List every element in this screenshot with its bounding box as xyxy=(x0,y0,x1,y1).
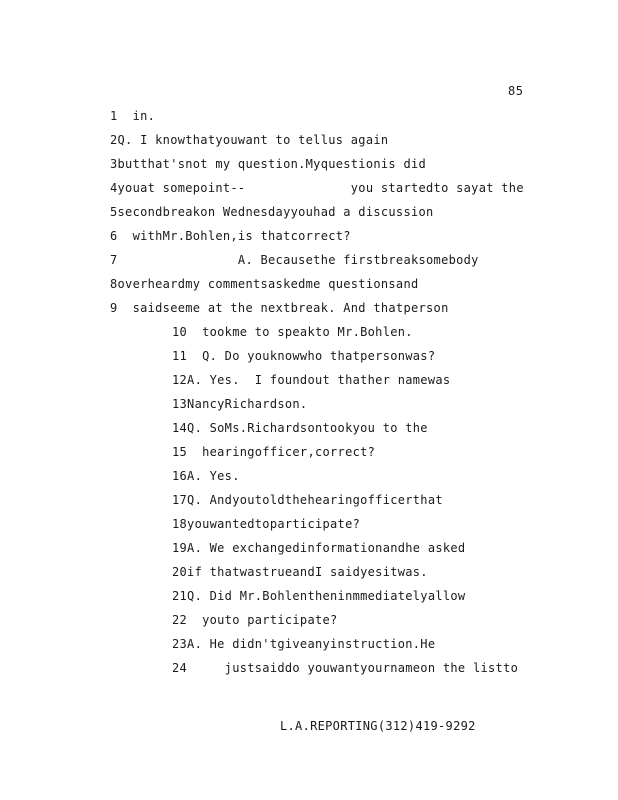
transcript-line-6: 6 withMr.Bohlen,is thatcorrect? xyxy=(110,229,351,243)
transcript-line-8: 8overheardmy commentsaskedme questionsand xyxy=(110,277,419,291)
transcript-line-24: 24 justsaiddo youwantyournameon the listto xyxy=(172,661,519,675)
transcript-line-19: 19A. We exchangedinformationandhe asked xyxy=(172,541,466,555)
transcript-line-2: 2Q. I knowthatyouwant to tellus again xyxy=(110,133,389,147)
transcript-line-7: 7 A. Becausethe firstbreaksomebody xyxy=(110,253,479,267)
transcript-line-23: 23A. He didn'tgiveanyinstruction.He xyxy=(172,637,436,651)
reporter-footer: L.A.REPORTING(312)419-9292 xyxy=(280,719,476,733)
transcript-line-10: 10 tookme to speakto Mr.Bohlen. xyxy=(172,325,413,339)
transcript-line-20: 20if thatwastrueandI saidyesitwas. xyxy=(172,565,428,579)
transcript-line-13: 13NancyRichardson. xyxy=(172,397,308,411)
transcript-line-5: 5secondbreakon Wednesdayyouhad a discussion xyxy=(110,205,434,219)
transcript-line-17: 17Q. Andyoutoldthehearingofficerthat xyxy=(172,493,443,507)
transcript-line-18: 18youwantedtoparticipate? xyxy=(172,517,361,531)
transcript-line-15: 15 hearingofficer,correct? xyxy=(172,445,376,459)
transcript-line-3: 3butthat'snot my question.Myquestionis did xyxy=(110,157,427,171)
transcript-line-22: 22 youto participate? xyxy=(172,613,338,627)
transcript-line-16: 16A. Yes. xyxy=(172,469,240,483)
transcript-line-14: 14Q. SoMs.Richardsontookyou to the xyxy=(172,421,428,435)
transcript-line-9: 9 saidseeme at the nextbreak. And thatperson xyxy=(110,301,449,315)
transcript-line-1: 1 in. xyxy=(110,109,156,123)
transcript-line-11: 11 Q. Do youknowwho thatpersonwas? xyxy=(172,349,436,363)
transcript-line-21: 21Q. Did Mr.Bohlentheninmmediatelyallow xyxy=(172,589,466,603)
page-number: 85 xyxy=(508,84,524,98)
transcript-line-4: 4youat somepoint-- you startedto sayat the xyxy=(110,181,524,195)
transcript-line-12: 12A. Yes. I foundout thather namewas xyxy=(172,373,451,387)
